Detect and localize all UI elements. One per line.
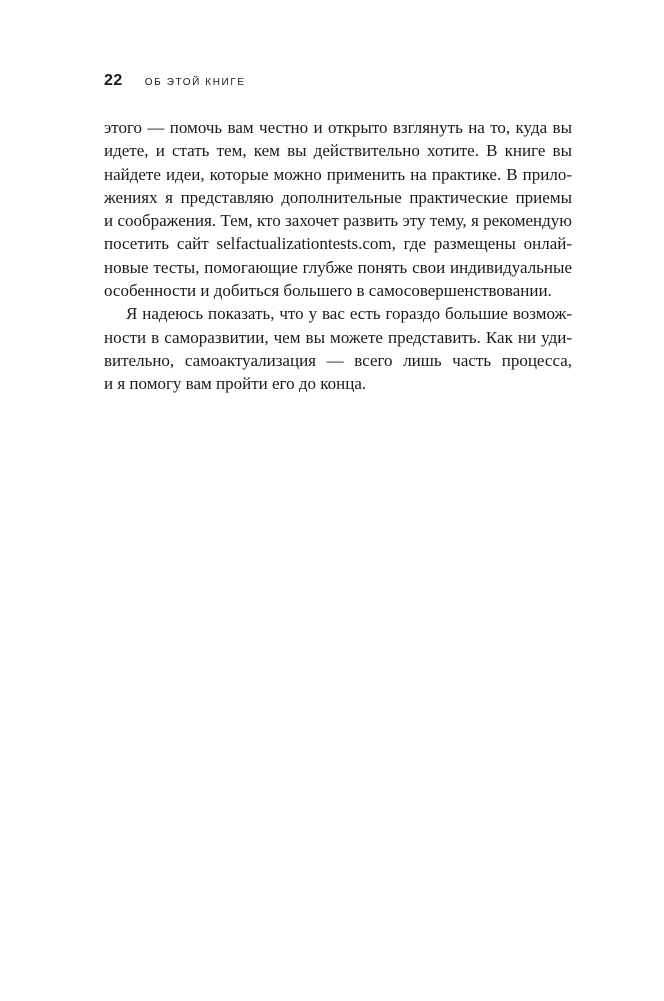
text-line: Я надеюсь показать, что у вас есть гораздо большие возмож- [126, 304, 572, 324]
text-line: посетить сайт selfactualizationtests.com, где размещены онлай- [104, 234, 572, 254]
text-line: новые тесты, помогающие глубже понять свои индивидуальные [104, 257, 572, 277]
text-line: найдете идеи, которые можно применить на практике. В прило- [104, 164, 572, 184]
text-line: жениях я представляю дополнительные практические приемы [104, 187, 572, 207]
text-line: идете, и стать тем, кем вы действительно хотите. В книге вы [104, 141, 572, 161]
body-text [104, 116, 572, 396]
text-line: вительно, самоактуализация — всего лишь часть процесса, [104, 350, 572, 370]
paragraph-2 [104, 302, 572, 395]
text-line: особенности и добиться большего в самосовершенствовании. [104, 281, 552, 301]
running-head-title: ОБ ЭТОЙ КНИГЕ [144, 77, 246, 88]
page-number: 22 [104, 72, 123, 89]
text-line: этого — помочь вам честно и открыто взглянуть на то, куда вы [104, 118, 572, 137]
running-header [104, 72, 246, 90]
paragraph-1 [104, 116, 572, 302]
text-line: и я помогу вам пройти его до конца. [104, 374, 367, 394]
text-line: ности в саморазвитии, чем вы можете представить. Как ни уди- [104, 327, 572, 347]
text-line: и соображения. Тем, кто захочет развить эту тему, я рекомендую [104, 211, 572, 231]
